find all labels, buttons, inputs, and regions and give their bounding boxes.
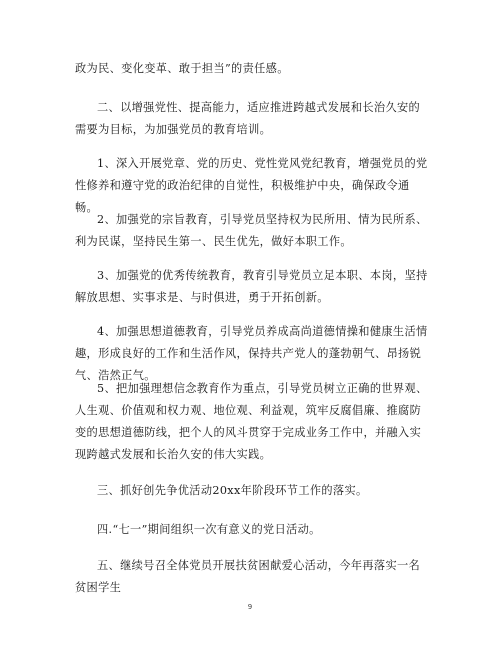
- paragraph-section-three: 三、抓好创先争优活动20xx年阶段环节工作的落实。: [97, 484, 368, 497]
- paragraph-item-3: 3、加强党的优秀传统教育，教育引导党员立足本职、本岗，坚持解放思想、实事求是、与时俱进，勇于开拓创新。: [75, 269, 428, 304]
- paragraph-section-five: 五、继续号召全体党员开展扶贫困献爱心活动，今年再落实一名贫困学生: [75, 559, 421, 594]
- paragraph-item-1: 1、深入开展党章、党的历史、党性党风党纪教育，增强党员的党性修养和遵守党的政治纪律的自觉性，积极维护中央，确保政令通畅。: [75, 157, 428, 214]
- paragraph-continuation: 政为民、变化变革、敢于担当”的责任感。: [75, 62, 289, 75]
- paragraph-item-5: 5、把加强理想信念教育作为重点，引导党员树立正确的世界观、人生观、价值观和权力观、地位观、利益观，筑牢反腐倡廉、推腐防变的思想道德防线，把个人的风斗贯穿于完成业务工作中，并融入实现跨越式发展和长治久安的伟大实践。: [75, 382, 428, 461]
- paragraph-item-2: 2、加强党的宗旨教育，引导党员坚持权为民所用、情为民所系、利为民谋，坚持民生第一、民生优先，做好本职工作。: [75, 213, 428, 248]
- paragraph-section-four: 四.“七一”期间组织一次有意义的党日活动。: [97, 523, 321, 536]
- page-number: 9: [247, 603, 253, 611]
- paragraph-item-4: 4、加强思想道德教育，引导党员养成高尚道德情操和健康生活情趣，形成良好的工作和生活作风，保持共产党人的蓬勃朝气、昂扬锐气、浩然正气。: [75, 325, 428, 382]
- paragraph-section-two: 二、以增强党性、提高能力，适应推进跨越式发展和长治久安的需要为目标，为加强党员的教育培训。: [75, 101, 421, 136]
